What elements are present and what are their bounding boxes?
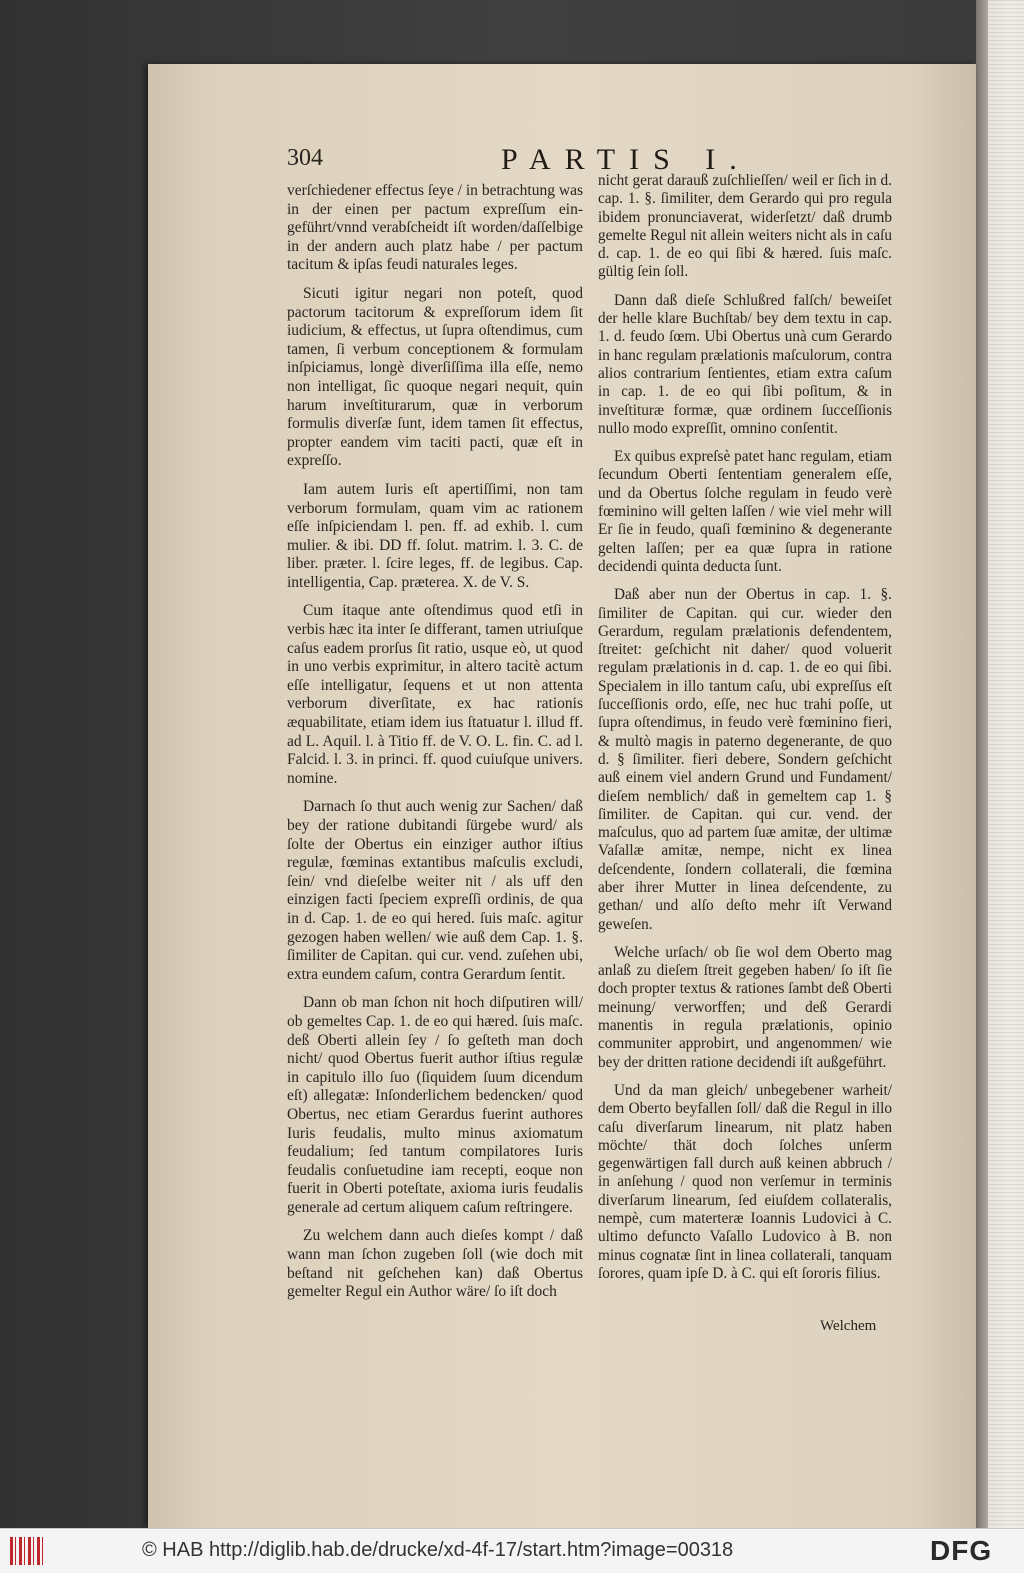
viewer-footer — [0, 1528, 1024, 1573]
paragraph: Sicuti igitur negari non poteſt, quod pactorum tacitorum & expreſſorum idem ſit iudicium, & effectus, ut ſupra oſtendimus, cum tamen, ſi verbum conceptionem & formulam inſpiciamus, longè diverſiſſima illa eſſe, nemo non intelligat, ſic quoque negari nequit, quin harum inveſtiturarum, quæ in verborum formulis diverſæ ſunt, idem tamen ſit effectus, propter eandem vim taciti pacti, quæ eſt in expreſſo. — [287, 284, 583, 470]
adjacent-page-strip — [988, 0, 1024, 1528]
source-url[interactable]: © HAB http://diglib.hab.de/drucke/xd-4f-17/start.htm?image=00318 — [142, 1539, 734, 1561]
left-column — [287, 182, 583, 1312]
paragraph: Zu welchem dann auch dieſes kompt / daß wann man ſchon zugeben ſoll (wie doch mit beſtand nit geſchehen kan) daß Obertus gemelter Regul ein Author wäre/ ſo iſt doch — [287, 1227, 583, 1301]
paragraph: Welche urſach/ ob ſie wol dem Oberto mag anlaß zu dieſem ſtreit gegeben haben/ ſo iſt ſie doch propter textus & rationes ſambt deß Oberti meinung/ verworffen; und deß Gerardi manentis in regula prælationis, opinio communiter approbirt, und angenommen/ wie bey der dritten ratione decidendi iſt außgeführt. — [598, 943, 892, 1071]
dfg-logo: DFG — [930, 1535, 993, 1566]
right-column — [598, 172, 892, 1293]
paragraph: Dann daß dieſe Schlußred falſch/ beweiſet der helle klare Buchſtab/ bey dem textu in cap. 1. d. feudo ſœm. Ubi Obertus unà cum Gerardo in hanc regulam prælationis maſculorum, contra alios contrarium ſentientes, etiam extra caſum in cap. 1. de eo qui ſibi poſitum, & in inveſtituræ formæ, quæ ordinem ſucceſſionis nullo modo expreſſit, omnino conſentit. — [598, 291, 892, 437]
paragraph: Darnach ſo thut auch wenig zur Sachen/ daß bey der ratione dubitandi ſürgebe wurd/ als ſolte der Obertus ein einziger author iſtius regulæ, fœminas extantibus maſculis excludi, ſein/ vnd dieſelbe weiter nit / als uff den einzigen facti ſpeciem expreſſi ordinis, de qua in d. Cap. 1. de eo qui hered. ſuis maſc. agitur gezogen haben wellen/ wie auß dem Cap. 1. §. ſimiliter de Capitan. qui cur. vend. zuſehen ubi, extra eundem caſum, contra Gerardum ſentit. — [287, 798, 583, 983]
running-head: PARTIS I. — [501, 143, 751, 176]
paragraph: Daß aber nun der Obertus in cap. 1. §. ſimiliter de Capitan. qui cur. wieder den Gerardum, regulam prælationis defendentem, ſtreitet: geſchicht nit daher/ quod voluerit regulam prælationis in d. cap. 1. de eo qui ſibi. Specialem in illo tantum caſu, ubi expreſſus eſt ſucceſſionis ordo, eſſe, nec huc trahi poſſe, ut ſupra oſtendimus, in feudo verè fœminino fieri, & multò magis in paterno degenerante, de quo d. § ſimiliter. fieri debere, Sondern geſchicht auß einem viel andern Grund und Fundament/ dieſem nemblich/ daß in gemeltem cap 1. § ſimiliter. de Capitan. qui cur. vend. der maſculus, quo ad partem ſuæ amitæ, der ultimæ Vaſallæ amitæ, nempe, nicht ex linea deſcendente, ſondern collaterali, die fœmina aber ihrer Mutter in linea deſcendente, zu gethan/ und alſo deſto mehr iſt Verwand geweſen. — [598, 586, 892, 933]
paragraph: Cum itaque ante oſtendimus quod etſi in verbis hæc ita inter ſe differant, tamen utriuſque caſus eadem prorſus ſit ratio, usque eò, ut quod in uno verbis exprimitur, in altero tacitè actum eſſe intelligatur, ſequens et ut non attenta verborum diverſitate, ex hac rationis æquabilitate, etiam idem ius ſtatuatur l. illud ff. ad L. Aquil. l. à Titio ff. de V. O. L. fin. C. ad l. Falcid. l. 3. in princi. ff. quod cuiuſque univers. nomine. — [287, 602, 583, 787]
barcode-icon — [10, 1537, 46, 1565]
page-number: 304 — [287, 145, 323, 171]
catchword: Welchem — [820, 1318, 877, 1334]
paragraph: Und da man gleich/ unbegebener warheit/ dem Oberto beyfallen ſoll/ daß die Regul in illo caſu diverſarum linearum, nit platz haben möchte/ thät doch ſolches unſerm gegenwärtigen fall durch auß keinen abbruch / in anſehung / quod non verſemur in terminis diverſarum linearum, ſed eiuſdem collateralis, nempè, cum materteræ Ioannis Ludovici à C. ultimo defuncto Vaſallo Ludovico à B. non minus cognatæ ſint in linea collaterali, tanquam ſorores, quam ipſe D. à C. qui eſt ſororis filius. — [598, 1081, 892, 1282]
paragraph: verſchiedener effectus ſeye / in betrachtung was in der einen per pactum expreſſum ein-geführt/vnnd verabſcheidt iſt worden/daſſelbige in der andern auch platz habe / per pactum tacitum & ipſas feudi naturales leges. — [287, 182, 583, 274]
paragraph: nicht gerat darauß zuſchlieſſen/ weil er ſich in d. cap. 1. §. ſimiliter, dem Gerardo qui pro regula ibidem pronunciaverat, widerſetzt/ daß drumb gemelte Regul nit allein weiters nicht als in caſu d. cap. 1. de eo qui ſibi & hæred. ſuis maſc. gültig ſein ſoll. — [598, 172, 892, 281]
paragraph: Iam autem Iuris eſt apertiſſimi, non tam verborum formulam, quam vim ac rationem eſſe inſpiciendam l. pen. ff. ad exhib. l. cum mulier. & ibi. DD ff. ſolut. matrim. l. 3. C. de liber. præter. l. ſcire leges, ff. de legibus. Cap. intelligentia, Cap. præterea. X. de V. S. — [287, 480, 583, 591]
paragraph: Ex quibus expreſsè patet hanc regulam, etiam ſecundum Oberti ſententiam generalem eſſe, und da Obertus ſolche regulam in feudo verè fœminino will gelten laſſen / wie viel mehr will Er ſie in feudo, quaſi fœminino & degenerante gelten laſſen; per ea quæ ſupra in ratione decidendi quinta deducta ſunt. — [598, 448, 892, 575]
paragraph: Dann ob man ſchon nit hoch diſputiren will/ ob gemeltes Cap. 1. de eo qui hæred. ſuis maſc. deß Oberti allein ſey / ſo geſteth man doch nicht/ quod Obertus fuerit author iſtius regulæ in capitulo illo ſuo (ſiquidem ſuum dicendum eſt) allegatæ: Inſonderlichem bedencken/ quod Obertus, nec etiam Gerardus fuerint authores Iuris feudalis, multo minus axiomatum feudalium; ſed tantum compilatores Iuris feudalis conſuetudine iam recepti, eoque non fuerit in Oberti poteſtate, axioma iuris feudalis generale ad certum aliquem caſum reſtringere. — [287, 994, 583, 1216]
